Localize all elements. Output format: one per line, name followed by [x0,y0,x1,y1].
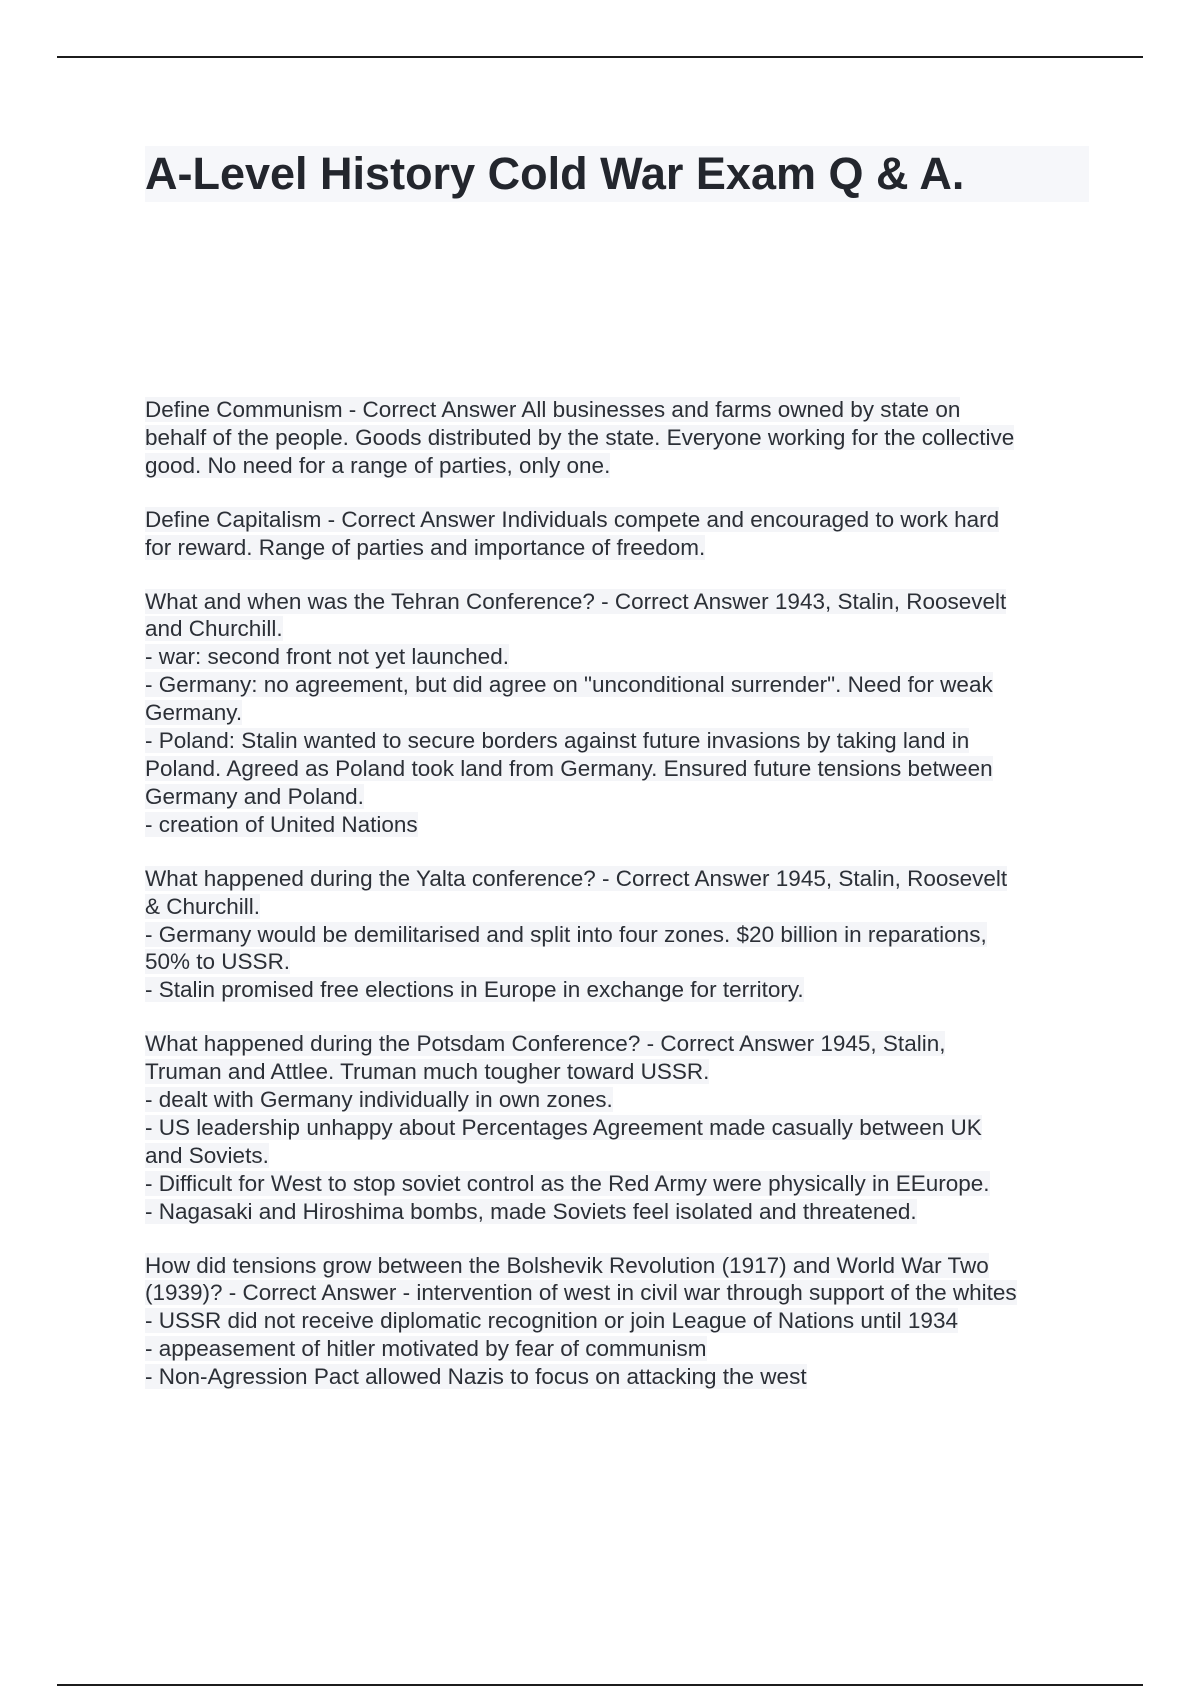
entry-line: - Poland: Stalin wanted to secure borders against future invasions by taking land in [145,728,970,754]
qa-entry-yalta [145,865,1095,1005]
entry-line: Define Capitalism - Correct Answer Individuals compete and encouraged to work hard [145,506,1000,532]
qa-entry-capitalism [145,506,1095,562]
entry-line: What happened during the Yalta conference? - Correct Answer 1945, Stalin, Roosevelt [145,865,1008,891]
entry-line: - USSR did not receive diplomatic recognition or join League of Nations until 1934 [145,1308,958,1334]
entry-line: Germany and Poland. [145,783,364,809]
entry-line: & Churchill. [145,893,261,919]
entry-line: - creation of United Nations [145,811,418,837]
qa-entry-potsdam [145,1030,1095,1225]
title-block [145,146,1089,202]
entry-line: (1939)? - Correct Answer - intervention of west in civil war through support of the whites [145,1280,1017,1306]
entry-line: Define Communism - Correct Answer All businesses and farms owned by state on [145,397,961,422]
document-title: A-Level History Cold War Exam Q & A. [145,148,965,199]
entry-line: What happened during the Potsdam Conference? - Correct Answer 1945, Stalin, [145,1031,946,1057]
entry-line: and Soviets. [145,1142,269,1168]
entry-line: good. No need for a range of parties, only one. [145,452,611,478]
entry-line: Germany. [145,700,243,726]
entry-line: - Non-Agression Pact allowed Nazis to focus on attacking the west [145,1364,807,1390]
top-rule [57,56,1143,58]
entry-line: What and when was the Tehran Conference? - Correct Answer 1943, Stalin, Roosevelt [145,588,1007,614]
qa-entry-tehran [145,588,1095,839]
bottom-rule [57,1684,1143,1686]
entry-line: and Churchill. [145,616,283,642]
entry-line: - appeasement of hitler motivated by fear of communism [145,1336,707,1362]
entry-line: Truman and Attlee. Truman much tougher toward USSR. [145,1059,710,1085]
entry-line: - war: second front not yet launched. [145,644,509,670]
entry-line: - Nagasaki and Hiroshima bombs, made Soviets feel isolated and threatened. [145,1198,917,1224]
qa-entry-communism [145,396,1095,480]
entry-line: - Germany would be demilitarised and split into four zones. $20 billion in reparations, [145,921,987,947]
qa-content [145,396,1095,1417]
entry-line: behalf of the people. Goods distributed by the state. Everyone working for the collective [145,424,1015,450]
entry-line: - Difficult for West to stop soviet control as the Red Army were physically in EEurope. [145,1170,990,1196]
qa-entry-tensions [145,1252,1095,1392]
entry-line: - US leadership unhappy about Percentages Agreement made casually between UK [145,1114,982,1140]
entry-line: - Germany: no agreement, but did agree on "unconditional surrender". Need for weak [145,672,993,698]
entry-line: for reward. Range of parties and importance of freedom. [145,534,706,560]
entry-line: How did tensions grow between the Bolshevik Revolution (1917) and World War Two [145,1252,989,1278]
entry-line: - dealt with Germany individually in own zones. [145,1087,613,1113]
entry-line: Poland. Agreed as Poland took land from Germany. Ensured future tensions between [145,755,993,781]
entry-line: - Stalin promised free elections in Europe in exchange for territory. [145,977,804,1003]
entry-line: 50% to USSR. [145,949,291,975]
